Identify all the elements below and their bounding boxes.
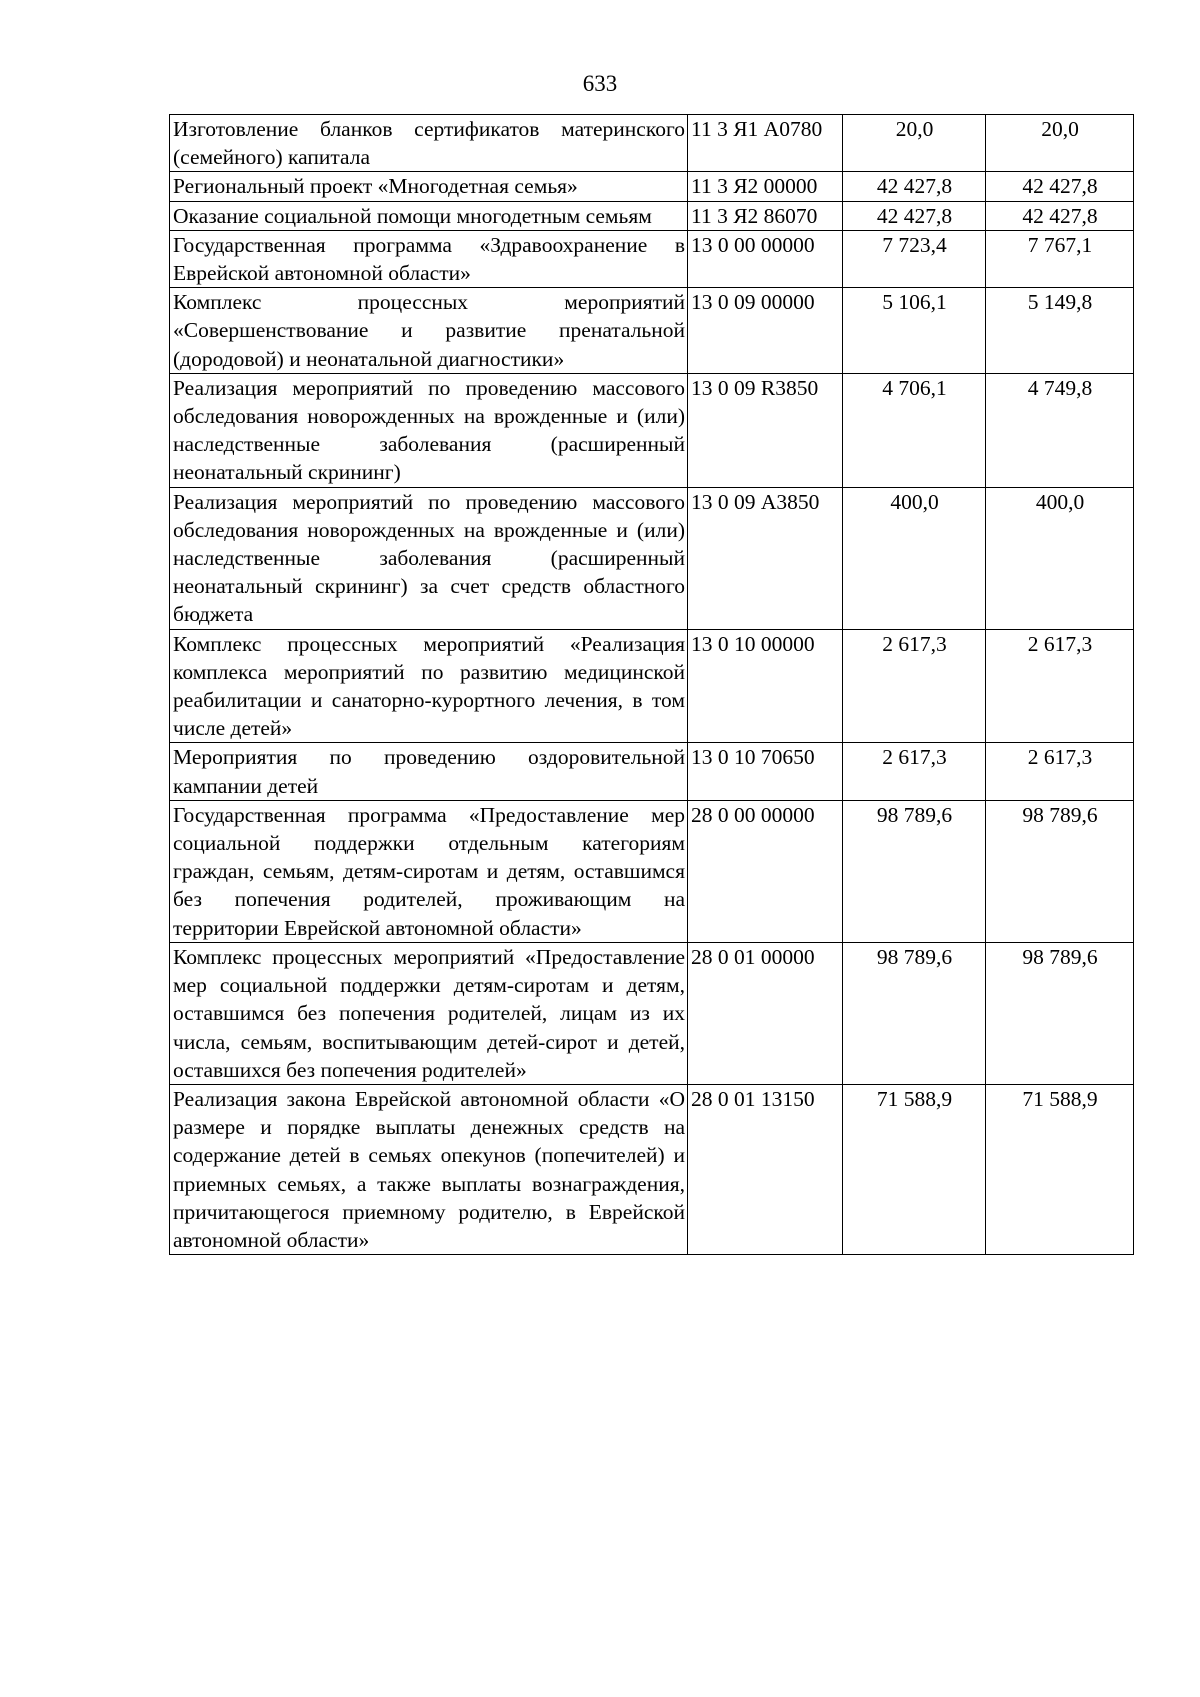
row-value-2: 2 617,3: [986, 743, 1134, 800]
row-value-2: 2 617,3: [986, 629, 1134, 743]
row-code: 13 0 09 А3850: [688, 487, 843, 629]
row-value-1: 4 706,1: [843, 373, 986, 487]
row-value-2: 71 588,9: [986, 1084, 1134, 1254]
row-code: 13 0 09 00000: [688, 288, 843, 374]
table-row: [170, 288, 1134, 374]
row-name: Государственная программа «Предоставление мер социальной поддержки отдельным категориям граждан, семьям, детям-сиротам и детям, оставшимся без попечения родителей, проживающим на территории Еврейской автономной области»: [170, 800, 688, 942]
row-value-2: 42 427,8: [986, 172, 1134, 201]
row-code: 28 0 01 13150: [688, 1084, 843, 1254]
row-value-1: 20,0: [843, 115, 986, 172]
row-name: Оказание социальной помощи многодетным семьям: [170, 201, 688, 230]
row-name: Комплекс процессных мероприятий «Предоставление мер социальной поддержки детям-сиротам и детям, оставшимся без попечения родителей, лицам из их числа, семьям, воспитывающим детей-сирот и детей, оставшихся без попечения родителей»: [170, 942, 688, 1084]
row-value-1: 98 789,6: [843, 800, 986, 942]
row-code: 11 3 Я2 86070: [688, 201, 843, 230]
row-code: 11 3 Я1 А0780: [688, 115, 843, 172]
budget-table: [169, 114, 1134, 1255]
table-row: [170, 1084, 1134, 1254]
row-name: Реализация мероприятий по проведению массового обследования новорожденных на врожденные и (или) наследственные заболевания (расширенный неонатальный скрининг) за счет средств областного бюджета: [170, 487, 688, 629]
row-name: Государственная программа «Здравоохранение в Еврейской автономной области»: [170, 230, 688, 287]
row-code: 28 0 00 00000: [688, 800, 843, 942]
table-row: [170, 373, 1134, 487]
row-code: 13 0 00 00000: [688, 230, 843, 287]
row-value-2: 98 789,6: [986, 942, 1134, 1084]
table-row: [170, 800, 1134, 942]
row-code: 13 0 10 70650: [688, 743, 843, 800]
row-name: Реализация закона Еврейской автономной области «О размере и порядке выплаты денежных средств на содержание детей в семьях опекунов (попечителей) и приемных семьях, а также выплаты вознаграждения, причитающегося приемному родителю, в Еврейской автономной области»: [170, 1084, 688, 1254]
row-value-1: 2 617,3: [843, 743, 986, 800]
row-value-2: 4 749,8: [986, 373, 1134, 487]
row-value-1: 2 617,3: [843, 629, 986, 743]
table-row: [170, 629, 1134, 743]
row-value-1: 5 106,1: [843, 288, 986, 374]
row-value-2: 20,0: [986, 115, 1134, 172]
row-name: Комплекс процессных мероприятий «Совершенствование и развитие пренатальной (дородовой) и неонатальной диагностики»: [170, 288, 688, 374]
row-name: Комплекс процессных мероприятий «Реализация комплекса мероприятий по развитию медицинской реабилитации и санаторно-курортного лечения, в том числе детей»: [170, 629, 688, 743]
row-code: 13 0 10 00000: [688, 629, 843, 743]
row-name: Региональный проект «Многодетная семья»: [170, 172, 688, 201]
page-number: 633: [582, 71, 618, 96]
row-value-1: 7 723,4: [843, 230, 986, 287]
table-row: [170, 942, 1134, 1084]
row-name: Реализация мероприятий по проведению массового обследования новорожденных на врожденные и (или) наследственные заболевания (расширенный неонатальный скрининг): [170, 373, 688, 487]
row-value-1: 400,0: [843, 487, 986, 629]
table-row: [170, 487, 1134, 629]
row-value-2: 7 767,1: [986, 230, 1134, 287]
row-value-1: 71 588,9: [843, 1084, 986, 1254]
row-value-2: 42 427,8: [986, 201, 1134, 230]
row-value-1: 98 789,6: [843, 942, 986, 1084]
table-row: [170, 201, 1134, 230]
row-value-2: 400,0: [986, 487, 1134, 629]
table-row: [170, 172, 1134, 201]
row-value-1: 42 427,8: [843, 201, 986, 230]
table-row: [170, 743, 1134, 800]
row-name: Изготовление бланков сертификатов материнского (семейного) капитала: [170, 115, 688, 172]
table-row: [170, 230, 1134, 287]
row-code: 13 0 09 R3850: [688, 373, 843, 487]
row-value-1: 42 427,8: [843, 172, 986, 201]
row-code: 11 3 Я2 00000: [688, 172, 843, 201]
row-value-2: 98 789,6: [986, 800, 1134, 942]
row-value-2: 5 149,8: [986, 288, 1134, 374]
row-code: 28 0 01 00000: [688, 942, 843, 1084]
table-row: [170, 115, 1134, 172]
row-name: Мероприятия по проведению оздоровительной кампании детей: [170, 743, 688, 800]
